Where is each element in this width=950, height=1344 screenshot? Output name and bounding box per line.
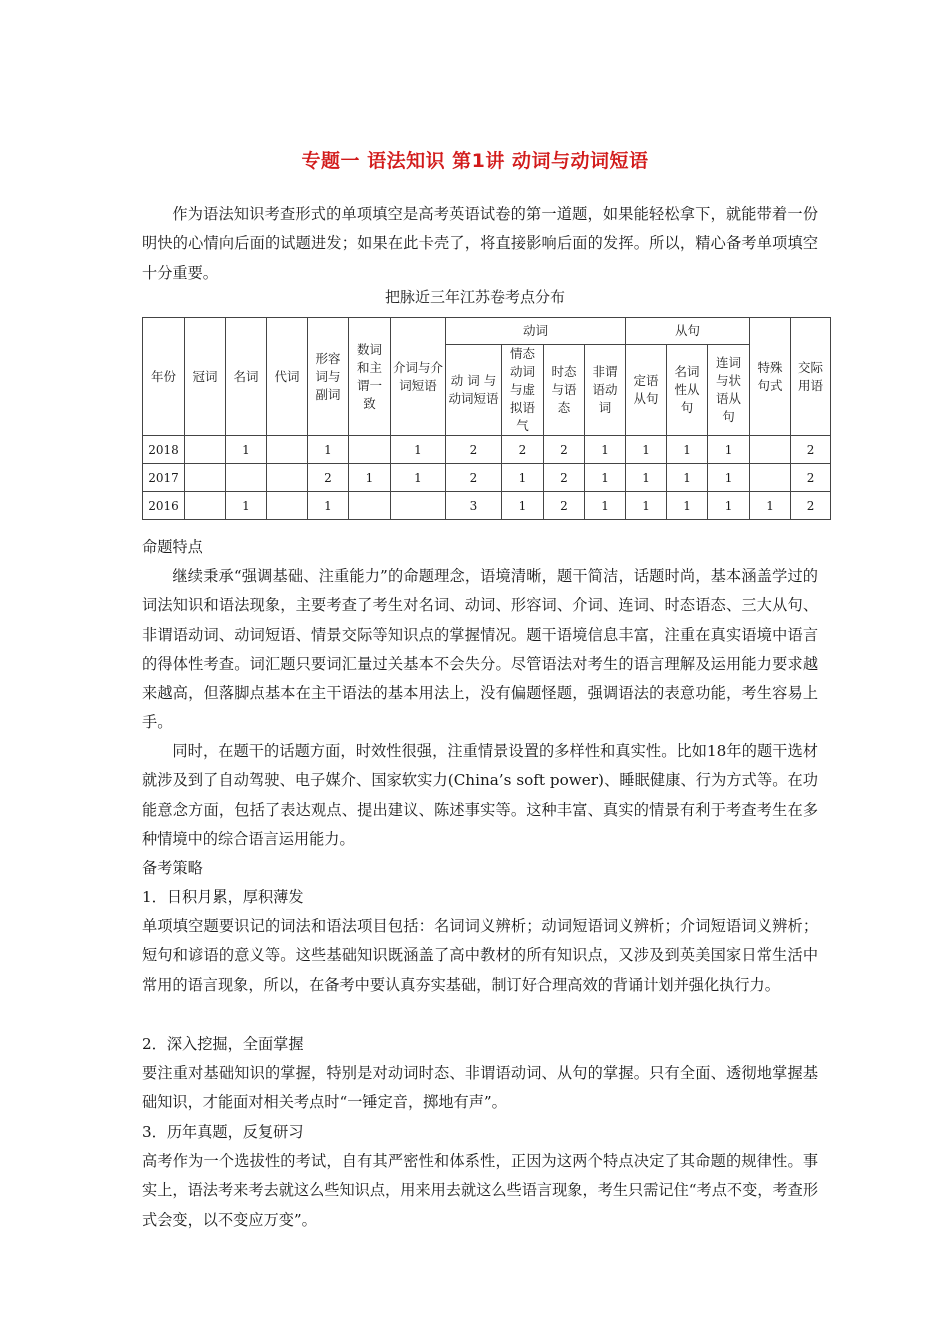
table-row	[143, 436, 831, 464]
features-paragraph-2: 同时，在题干的话题方面，时效性很强，注重情景设置的多样性和真实性。比如18年的题干选材就涉及到了自动驾驶、电子媒介、国家软实力(China’s soft power)、睡眠健康、行为方式等。在功能意念方面，包括了表达观点、提出建议、陈述事实等。这种丰富、真实的情景有利于考查考生在多种情境中的综合语言运用能力。	[142, 742, 818, 848]
table-cell	[185, 464, 226, 492]
cell-year: 2017	[143, 464, 185, 492]
table-cell	[267, 464, 308, 492]
table-cell	[349, 436, 391, 464]
table-cell: 1	[502, 492, 544, 520]
table-cell: 1	[585, 436, 626, 464]
table-cell	[391, 492, 446, 520]
header-pronoun: 代词	[267, 318, 308, 436]
features-heading: 命题特点	[142, 538, 203, 556]
table-cell: 2	[791, 436, 831, 464]
subheader-attributive: 定语从句	[626, 345, 667, 436]
table-cell: 2	[308, 464, 349, 492]
table-cell: 1	[708, 436, 750, 464]
table-row	[143, 464, 831, 492]
table-cell: 1	[667, 436, 708, 464]
table-cell: 1	[750, 492, 791, 520]
header-adj-adv: 形容词与副词	[308, 318, 349, 436]
intro-paragraph: 作为语法知识考查形式的单项填空是高考英语试卷的第一道题，如果能轻松拿下，就能带着一份明快的心情向后面的试题进发；如果在此卡壳了，将直接影响后面的发挥。所以，精心备考单项填空十分重要。	[142, 205, 818, 282]
subheader-modal: 情态动词与虚拟语气	[502, 345, 544, 436]
cell-year: 2016	[143, 492, 185, 520]
table-row	[143, 492, 831, 520]
header-communication: 交际用语	[791, 318, 831, 436]
header-agreement: 数词和主谓一致	[349, 318, 391, 436]
table-cell: 1	[308, 436, 349, 464]
table-cell	[750, 464, 791, 492]
table-cell: 1	[667, 464, 708, 492]
table-cell: 2	[791, 492, 831, 520]
table-cell: 1	[226, 436, 267, 464]
header-prep: 介词与介词短语	[391, 318, 446, 436]
table-cell	[185, 492, 226, 520]
table-cell: 2	[446, 436, 502, 464]
header-special: 特殊句式	[750, 318, 791, 436]
table-cell	[349, 492, 391, 520]
table-cell: 2	[791, 464, 831, 492]
table-cell	[185, 436, 226, 464]
features-paragraph-1: 继续秉承“强调基础、注重能力”的命题理念，语境清晰，题干简洁，话题时尚，基本涵盖学过的词法知识和语法现象，主要考查了考生对名词、动词、形容词、介词、连词、时态语态、三大从句、非谓语动词、动词短语、情景交际等知识点的掌握情况。题干语境信息丰富，注重在真实语境中语言的得体性考查。词汇题只要词汇量过关基本不会失分。尽管语法对考生的语言理解及运用能力要求越来越高，但落脚点基本在主干语法的基本用法上，没有偏题怪题，强调语法的表意功能，考生容易上手。	[142, 567, 818, 732]
strategy-item-3-paragraph: 高考作为一个选拔性的考试，自有其严密性和体系性，正因为这两个特点决定了其命题的规律性。事实上，语法考来考去就这么些知识点，用来用去就这么些语言现象，考生只需记住“考点不变，考查形式会变，以不变应万变”。	[142, 1152, 819, 1229]
table-cell: 1	[626, 492, 667, 520]
page-title: 专题一 语法知识 第1讲 动词与动词短语	[301, 150, 649, 172]
table-cell	[226, 464, 267, 492]
subheader-noun-clause: 名词性从句	[667, 345, 708, 436]
strategy-item-2-heading: 2．深入挖掘，全面掌握	[142, 1035, 304, 1053]
group-header-clause: 从句	[626, 318, 750, 345]
strategy-item-2-paragraph: 要注重对基础知识的掌握，特别是对动词时态、非谓语动词、从句的掌握。只有全面、透彻地掌握基础知识，才能面对相关考点时“一锤定音，掷地有声”。	[142, 1064, 818, 1112]
strategy-item-1-paragraph: 单项填空题要识记的词法和语法项目包括：名词词义辨析；动词短语词义辨析；介词短语词义辨析；短句和谚语的意义等。这些基础知识既涵盖了高中教材的所有知识点，又涉及到英美国家日常生活中常用的语言现象，所以，在备考中要认真夯实基础，制订好合理高效的背诵计划并强化执行力。	[142, 917, 818, 994]
table-cell: 1	[585, 492, 626, 520]
table-cell: 1	[308, 492, 349, 520]
table-cell: 3	[446, 492, 502, 520]
table-cell: 2	[544, 492, 585, 520]
table-cell: 2	[544, 436, 585, 464]
subheader-nonfinite: 非谓语动词	[585, 345, 626, 436]
table-cell: 1	[226, 492, 267, 520]
table-cell: 2	[446, 464, 502, 492]
table-cell: 2	[544, 464, 585, 492]
group-header-verb: 动词	[446, 318, 626, 345]
header-article: 冠词	[185, 318, 226, 436]
table-cell: 1	[349, 464, 391, 492]
subheader-tense: 时态与语态	[544, 345, 585, 436]
header-noun: 名词	[226, 318, 267, 436]
table-cell: 1	[391, 464, 446, 492]
table-cell: 1	[626, 436, 667, 464]
table-caption: 把脉近三年江苏卷考点分布	[384, 288, 565, 306]
table-cell: 1	[667, 492, 708, 520]
table-cell	[267, 436, 308, 464]
table-cell	[267, 492, 308, 520]
table-cell: 1	[585, 464, 626, 492]
table-cell	[750, 436, 791, 464]
table-cell: 1	[502, 464, 544, 492]
table-cell: 1	[391, 436, 446, 464]
subheader-verb-phrase: 动 词 与动词短语	[446, 345, 502, 436]
exam-distribution-table	[142, 317, 831, 520]
table-cell: 1	[708, 492, 750, 520]
subheader-adverbial: 连词与状语从句	[708, 345, 750, 436]
table-cell: 1	[626, 464, 667, 492]
header-year: 年份	[143, 318, 185, 436]
strategy-item-3-heading: 3．历年真题，反复研习	[142, 1123, 304, 1141]
strategy-heading: 备考策略	[142, 859, 203, 877]
table-cell: 1	[708, 464, 750, 492]
cell-year: 2018	[143, 436, 185, 464]
strategy-item-1-heading: 1．日积月累，厚积薄发	[142, 888, 304, 906]
table-cell: 2	[502, 436, 544, 464]
